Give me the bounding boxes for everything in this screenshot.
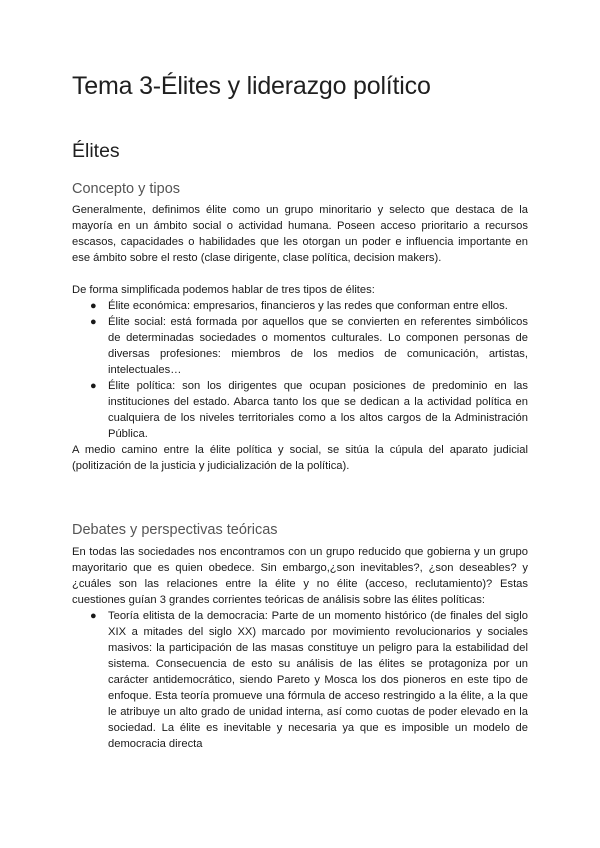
document-title: Tema 3-Élites y liderazgo político	[72, 72, 431, 100]
elite-types-list	[72, 298, 528, 442]
list-item-text: Élite política: son los dirigentes que ocupan posiciones de predominio en las instituciones del estado. Abarca tanto los que se dedican a la actividad política en cualquiera de los niveles territoriales como a los altos cargos de la Administración Pública.	[108, 380, 528, 440]
list-item: ● Élite económica: empresarios, financieros y las redes que conforman entre ellos.	[90, 300, 508, 312]
list-item-text: Élite económica: empresarios, financieros y las redes que conforman entre ellos.	[108, 300, 508, 312]
list-item-text: Teoría elitista de la democracia: Parte de un momento histórico (de finales del siglo XIX a mitades del siglo XX) marcado por movimiento revolucionarios y sociales masivos: la participación de las masas constituye un peligro para la estabilidad del sistema. Consecuencia de esto su análisis de las élites se protagoniza por un carácter antidemocrático, siendo Pareto y Mosca los dos pioneros en este tipo de enfoque. Esta teoría promueve una fórmula de acceso restringido a la élite, a la que le atribuye un alto grado de unidad interna, así como cuotas de poder elevado en la sociedad. La élite es inevitable y necesaria ya que es imposible un modelo de democracia directa	[108, 610, 528, 750]
list-item: ● Élite social: está formada por aquellos que se convierten en referentes simbólicos de determinadas sociedades o momentos culturales. Lo componen personas de diversas profesiones: miembros de los medios de comunicación, artistas, intelectuales…	[90, 316, 528, 376]
paragraph: Generalmente, definimos élite como un grupo minoritario y selecto que destaca de la mayoría en un ámbito social o actividad humana. Poseen acceso prioritario a recursos escasos, capacidades o habilidades que les otorgan un poder e influencia importante en ese ámbito sobre el resto (clase dirigente, clase política, decision makers).	[72, 204, 528, 264]
list-item-text: Élite social: está formada por aquellos que se convierten en referentes simbólicos de determinadas sociedades o momentos culturales. Lo componen personas de diversas profesiones: miembros de los medios de comunicación, artistas, intelectuales…	[108, 316, 528, 376]
list-item: ● Élite política: son los dirigentes que ocupan posiciones de predominio en las instituciones del estado. Abarca tanto los que se dedican a la actividad política en cualquiera de los niveles territoriales como a los altos cargos de la Administración Pública.	[90, 380, 528, 440]
paragraph: A medio camino entre la élite política y social, se sitúa la cúpula del aparato judicial (politización de la justicia y judicialización de la política).	[72, 444, 528, 472]
subheading-concepto: Concepto y tipos	[72, 181, 181, 197]
debates-body	[72, 544, 528, 752]
theories-list	[72, 608, 528, 752]
concepto-body	[72, 202, 528, 474]
paragraph: En todas las sociedades nos encontramos con un grupo reducido que gobierna y un grupo mayoritario que es quien obedece. Sin embargo,¿son inevitables?, ¿son deseables? y ¿cuáles son las relaciones entre la élite y no élite (acceso, reclutamiento)? Estas cuestiones guían 3 grandes corrientes teóricas de análisis sobre las élites políticas:	[72, 546, 528, 606]
section-heading: Élites	[72, 140, 120, 162]
subheading-debates: Debates y perspectivas teóricas	[72, 522, 278, 538]
paragraph: De forma simplificada podemos hablar de tres tipos de élites:	[72, 284, 375, 296]
list-item: ● Teoría elitista de la democracia: Parte de un momento histórico (de finales del siglo XIX a mitades del siglo XX) marcado por movimiento revolucionarios y sociales masivos: la participación de las masas constituye un peligro para la estabilidad del sistema. Consecuencia de esto su análisis de las élites se protagoniza por un carácter antidemocrático, siendo Pareto y Mosca los dos pioneros en este tipo de enfoque. Esta teoría promueve una fórmula de acceso restringido a la élite, a la que le atribuye un alto grado de unidad interna, así como cuotas de poder elevado en la sociedad. La élite es inevitable y necesaria ya que es imposible un modelo de democracia directa	[90, 610, 528, 750]
